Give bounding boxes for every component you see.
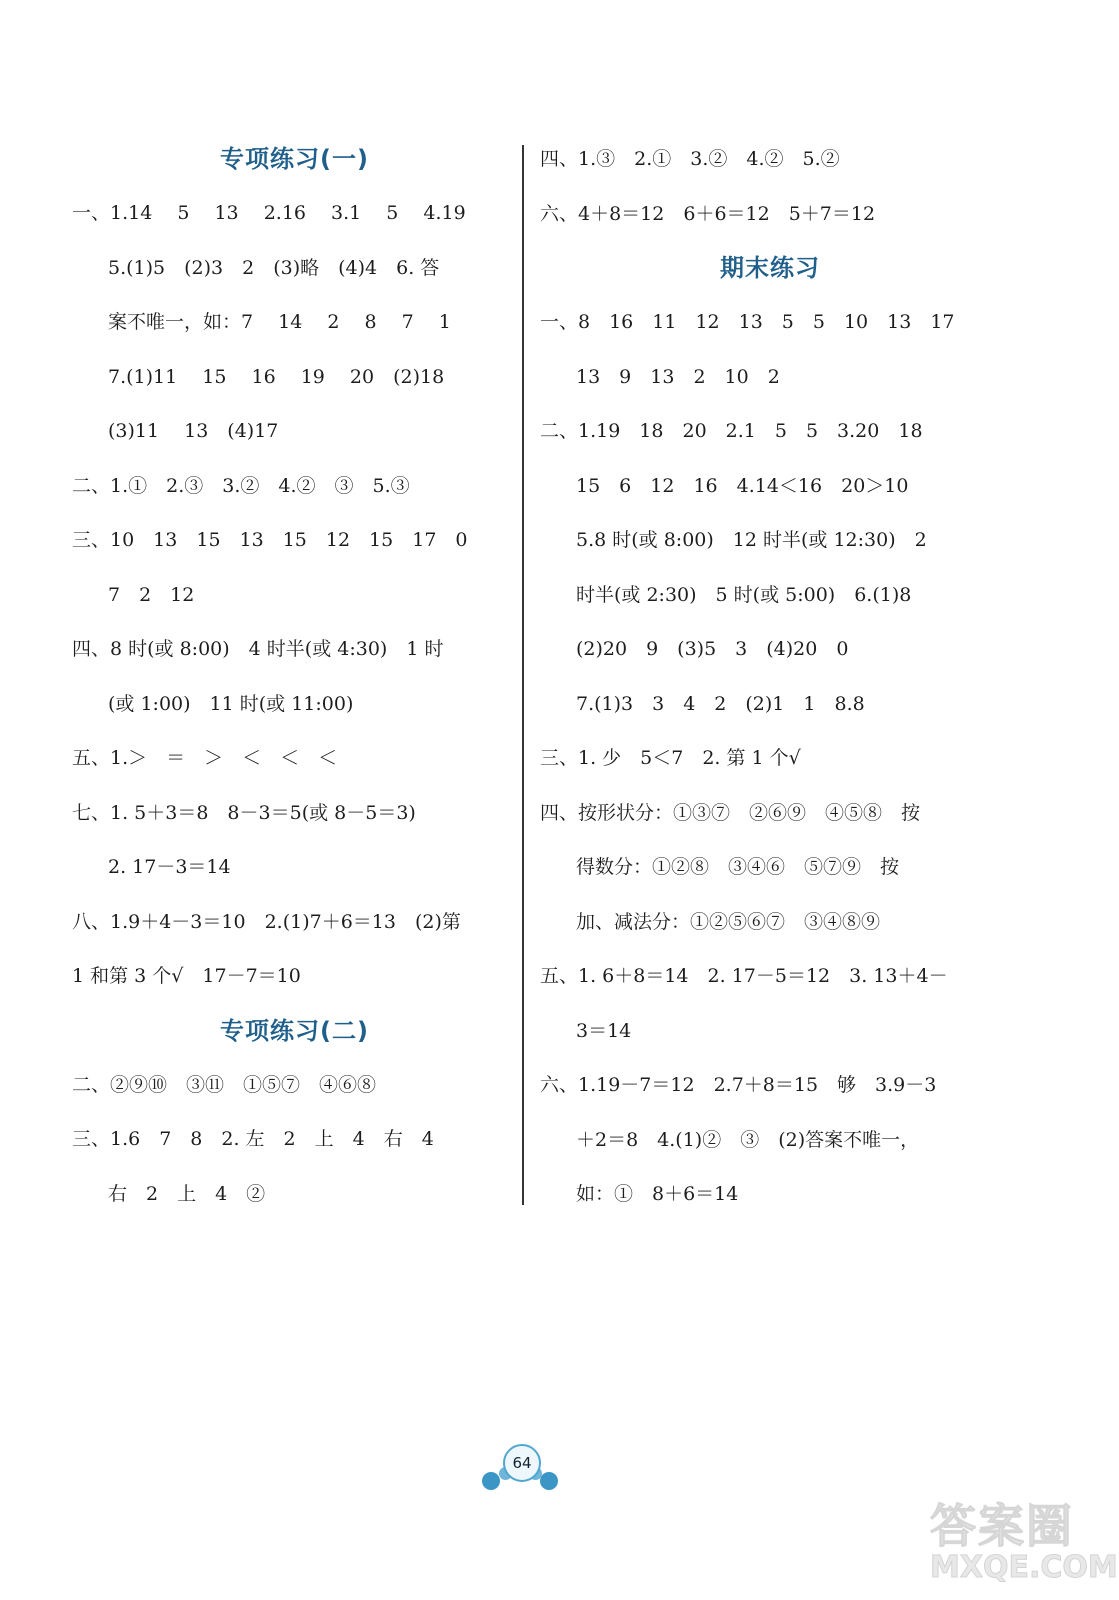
answer-line: 一、8 16 11 12 13 5 5 10 13 17 [540,311,955,333]
answer-line: 二、1.19 18 20 2.1 5 5 3.20 18 [540,420,923,442]
answer-line: 3＝14 [576,1019,632,1042]
right-column [540,132,1000,1222]
answer-line: 三、10 13 15 13 15 12 15 17 0 [72,529,468,551]
answer-line: 13 9 13 2 10 2 [576,365,780,388]
answer-line: 三、1. 少 5＜7 2. 第 1 个√ [540,747,801,769]
answer-line: 7.(1)3 3 4 2 (2)1 1 8.8 [576,692,865,715]
bubble-decoration-icon [540,1472,558,1490]
answer-line: 八、1.9＋4－3＝10 2.(1)7＋6＝13 (2)第 [72,910,461,933]
watermark-logo [930,1490,1118,1590]
answer-line: 五、1. 6＋8＝14 2. 17－5＝12 3. 13＋4－ [540,965,948,987]
answer-line: 右 2 上 4 ② [108,1182,266,1205]
answer-line: 六、1.19－7＝12 2.7＋8＝15 够 3.9－3 [540,1074,937,1096]
answer-line: 加、减法分：①②⑤⑥⑦ ③④⑧⑨ [576,910,881,933]
answer-line: 五、1.＞ ＝ ＞ ＜ ＜ ＜ [72,747,338,769]
answer-line: 2. 17－3＝14 [108,856,231,878]
left-column [72,132,517,1221]
answer-line: 15 6 12 16 4.14＜16 20＞10 [576,474,909,497]
answer-line: 四、8 时(或 8:00) 4 时半(或 4:30) 1 时 [72,638,444,660]
answer-line: 1 和第 3 个√ 17－7＝10 [72,965,301,987]
section-title-final-practice: 期末练习 [720,254,820,282]
answer-line: 七、1. 5＋3＝8 8－3＝5(或 8－5＝3) [72,801,416,824]
page-number-badge [480,1440,560,1502]
answer-line: 7.(1)11 15 16 19 20 (2)18 [108,365,445,388]
answer-line: 三、1.6 7 8 2. 左 2 上 4 右 4 [72,1128,434,1150]
column-divider [522,145,524,1205]
section-title-special-practice-2: 专项练习(二) [220,1016,369,1045]
answer-line: 四、按形状分：①③⑦ ②⑥⑨ ④⑤⑧ 按 [540,801,921,824]
answer-line: 二、1.① 2.③ 3.② 4.② ③ 5.③ [72,474,410,497]
answer-line: (或 1:00) 11 时(或 11:00) [108,692,354,715]
watermark-top-text: 答案圈 [930,1499,1074,1553]
answer-line: 六、4＋8＝12 6＋6＝12 5＋7＝12 [540,202,876,225]
answer-line: 一、1.14 5 13 2.16 3.1 5 4.19 [72,202,466,224]
bubble-decoration-icon [482,1472,500,1490]
answer-line: 案不唯一，如：7 14 2 8 7 1 [108,311,451,333]
answer-line: 如：① 8＋6＝14 [576,1183,739,1205]
answer-line: 得数分：①②⑧ ③④⑥ ⑤⑦⑨ 按 [576,856,900,878]
answer-line: (2)20 9 (3)5 3 (4)20 0 [576,638,849,660]
answer-line: 7 2 12 [108,583,195,606]
answer-line: 四、1.③ 2.① 3.② 4.② 5.② [540,148,840,170]
page-number: 64 [503,1444,541,1482]
watermark-bottom-text: MXQE.COM [930,1550,1118,1585]
answer-line: 5.8 时(或 8:00) 12 时半(或 12:30) 2 [576,529,927,551]
answer-line: (3)11 13 (4)17 [108,420,279,442]
answer-line: 时半(或 2:30) 5 时(或 5:00) 6.(1)8 [576,583,912,606]
answer-line: 二、②⑨⑩ ③⑪ ①⑤⑦ ④⑥⑧ [72,1073,377,1096]
answer-line: 5.(1)5 (2)3 2 (3)略 (4)4 6. 答 [108,256,440,279]
answer-line: ＋2＝8 4.(1)② ③ (2)答案不唯一， [576,1128,920,1151]
section-title-special-practice-1: 专项练习(一) [220,145,369,173]
